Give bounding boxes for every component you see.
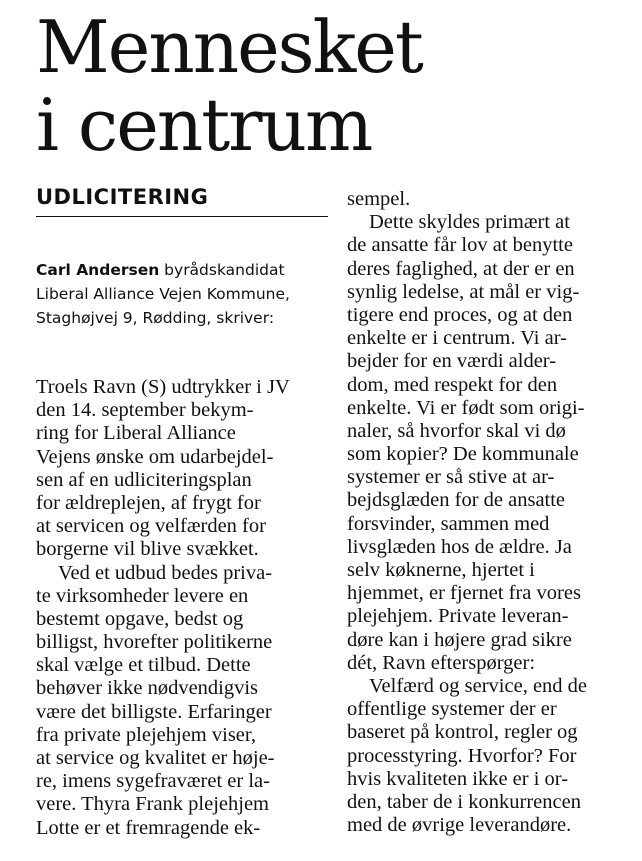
byline-line-3: Staghøjvej 9, Rødding, skriver: (36, 309, 275, 327)
byline-line-1 (36, 258, 328, 282)
article-line: den 14. september bekym- (36, 399, 254, 422)
article-line: systemer er så stive at ar- (347, 466, 555, 489)
article-line: døre kan i højere grad sikre (347, 628, 572, 651)
article-line: skal vælge et tilbud. Dette (36, 654, 251, 677)
article-line: re, imens sygefraværet er la- (36, 770, 270, 793)
article-line: sempel. (347, 188, 411, 210)
article-line: offentlige systemer der er (347, 698, 557, 721)
byline-line-2: Liberal Alliance Vejen Kommune, (36, 285, 290, 303)
article-line: hvis kvaliteten ikke er i or- (347, 767, 569, 790)
article-line: naler, så hvorfor skal vi dø (347, 419, 566, 442)
article-line: dom, med respekt for den (347, 373, 558, 396)
article-line: de ansatte får lov at benytte (347, 234, 573, 257)
article-line: bestemt opgave, bedst og (36, 607, 244, 630)
article-line: enkelte er i centrum. Vi ar- (347, 327, 567, 350)
article-line: plejehjem. Private leveran- (347, 605, 569, 628)
article-line: være det billigste. Erfaringer (36, 700, 272, 723)
article-line: at servicen og velfærden for (36, 515, 266, 538)
article-line: Lotte er et fremragende ek- (36, 816, 261, 839)
article-line: Dette skyldes primært at (369, 211, 570, 234)
article-column-right (347, 188, 639, 837)
article-line: sen af en udliciteringsplan (36, 468, 252, 491)
article-line: billigst, hvorefter politikerne (36, 631, 273, 654)
article-line: tigere end proces, og at den (347, 303, 573, 326)
headline-line-2: i centrum (36, 83, 372, 167)
byline (36, 258, 328, 330)
article-line: vere. Thyra Frank plejehjem (36, 793, 270, 816)
article-line: hjemmet, er fjernet fra vores (347, 582, 581, 605)
article-line: borgerne vil blive svækket. (36, 538, 259, 561)
article-line: at service og kvalitet er høje- (36, 747, 275, 769)
article-line: bejdsglæden for de ansatte (347, 489, 566, 512)
article-line: forsvinder, sammen med (347, 512, 550, 535)
author-title: byrådskandidat (159, 261, 285, 279)
article-line: Vejens ønske om udarbejdel- (36, 445, 274, 468)
article-line: ring for Liberal Alliance (36, 422, 236, 445)
article-line: deres faglighed, at der er en (347, 257, 575, 280)
article-line: dét, Ravn efterspørger: (347, 651, 536, 674)
article-line: for ældreplejen, af frygt for (36, 491, 261, 514)
rubric-underline (36, 216, 328, 217)
article-line: Troels Ravn (S) udtrykker i JV (36, 376, 290, 398)
article-line: processtyring. Hvorfor? For (347, 744, 577, 767)
article-line: fra private plejehjem viser, (36, 723, 257, 746)
article-line: enkelte. Vi er født som origi- (347, 396, 585, 419)
article-column-left (36, 376, 336, 840)
article-line: som kopier? De kommunale (347, 443, 579, 466)
article-line: Velfærd og service, end de (369, 674, 588, 697)
article-line: bejder for en værdi alder- (347, 350, 557, 373)
article-line: te virksomheder levere en (36, 584, 249, 607)
article-line: synlig ledelse, at mål er vig- (347, 280, 580, 303)
article-line: Ved et udbud bedes priva- (58, 561, 273, 584)
headline (36, 5, 616, 167)
article-line: med de øvrige leverandøre. (347, 814, 572, 837)
headline-line-1: Mennesket (36, 5, 422, 89)
author-name: Carl Andersen (36, 261, 160, 279)
article-line: selv køknerne, hjertet i (347, 559, 535, 581)
article-line: den, taber de i konkurrencen (347, 790, 581, 813)
section-rubric: UDLICITERING (36, 185, 209, 209)
article-line: behøver ikke nødvendigvis (36, 677, 259, 700)
article-line: livsglæden hos de ældre. Ja (347, 535, 572, 558)
article-line: baseret på kontrol, regler og (347, 721, 578, 744)
